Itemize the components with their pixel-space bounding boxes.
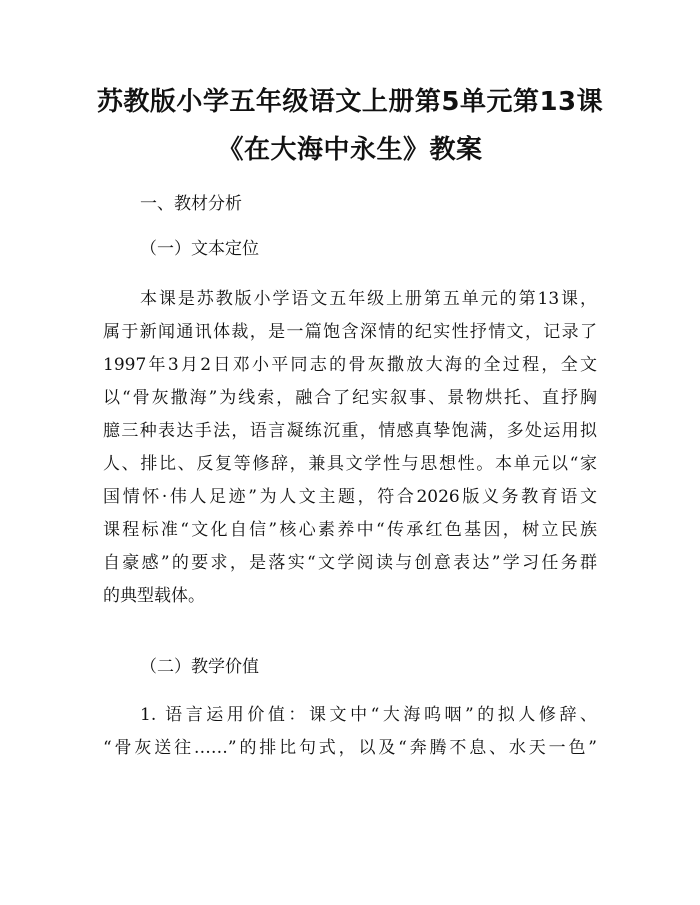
subsection-heading-teaching-value: （二）教学价值 (140, 657, 259, 677)
paragraph-line: 课程标准“文化自信”核心素养中“传承红色基因，树立民族 (103, 520, 597, 540)
paragraph-line: 1997年3月2日邓小平同志的骨灰撒放大海的全过程，全文 (103, 355, 597, 375)
document-title-line-1: 苏教版小学五年级语文上册第5单元第13课 (96, 87, 604, 117)
paragraph-line: 臆三种表达手法，语言凝练沉重，情感真挚饱满，多处运用拟 (103, 421, 597, 441)
paragraph-line: 自豪感”的要求，是落实“文学阅读与创意表达”学习任务群 (103, 553, 597, 573)
section-heading-teaching-material-analysis: 一、教材分析 (140, 194, 242, 214)
paragraph-line: 1. 语言运用价值：课文中“大海呜咽”的拟人修辞、 (140, 705, 597, 725)
paragraph-line: 的典型载体。 (103, 586, 205, 606)
paragraph-line: 人、排比、反复等修辞，兼具文学性与思想性。本单元以“家 (103, 454, 597, 474)
subsection-heading-text-positioning: （一）文本定位 (140, 239, 259, 259)
paragraph-line: 属于新闻通讯体裁，是一篇饱含深情的纪实性抒情文，记录了 (103, 322, 597, 342)
paragraph-line: 本课是苏教版小学语文五年级上册第五单元的第13课， (140, 289, 597, 309)
paragraph-line: “骨灰送往……”的排比句式，以及“奔腾不息、水天一色” (103, 738, 597, 758)
paragraph-line: 以“骨灰撒海”为线索，融合了纪实叙事、景物烘托、直抒胸 (103, 388, 597, 408)
document-title-line-2: 《在大海中永生》教案 (217, 135, 483, 165)
paragraph-line: 国情怀·伟人足迹”为人文主题，符合2026版义务教育语文 (103, 487, 597, 507)
